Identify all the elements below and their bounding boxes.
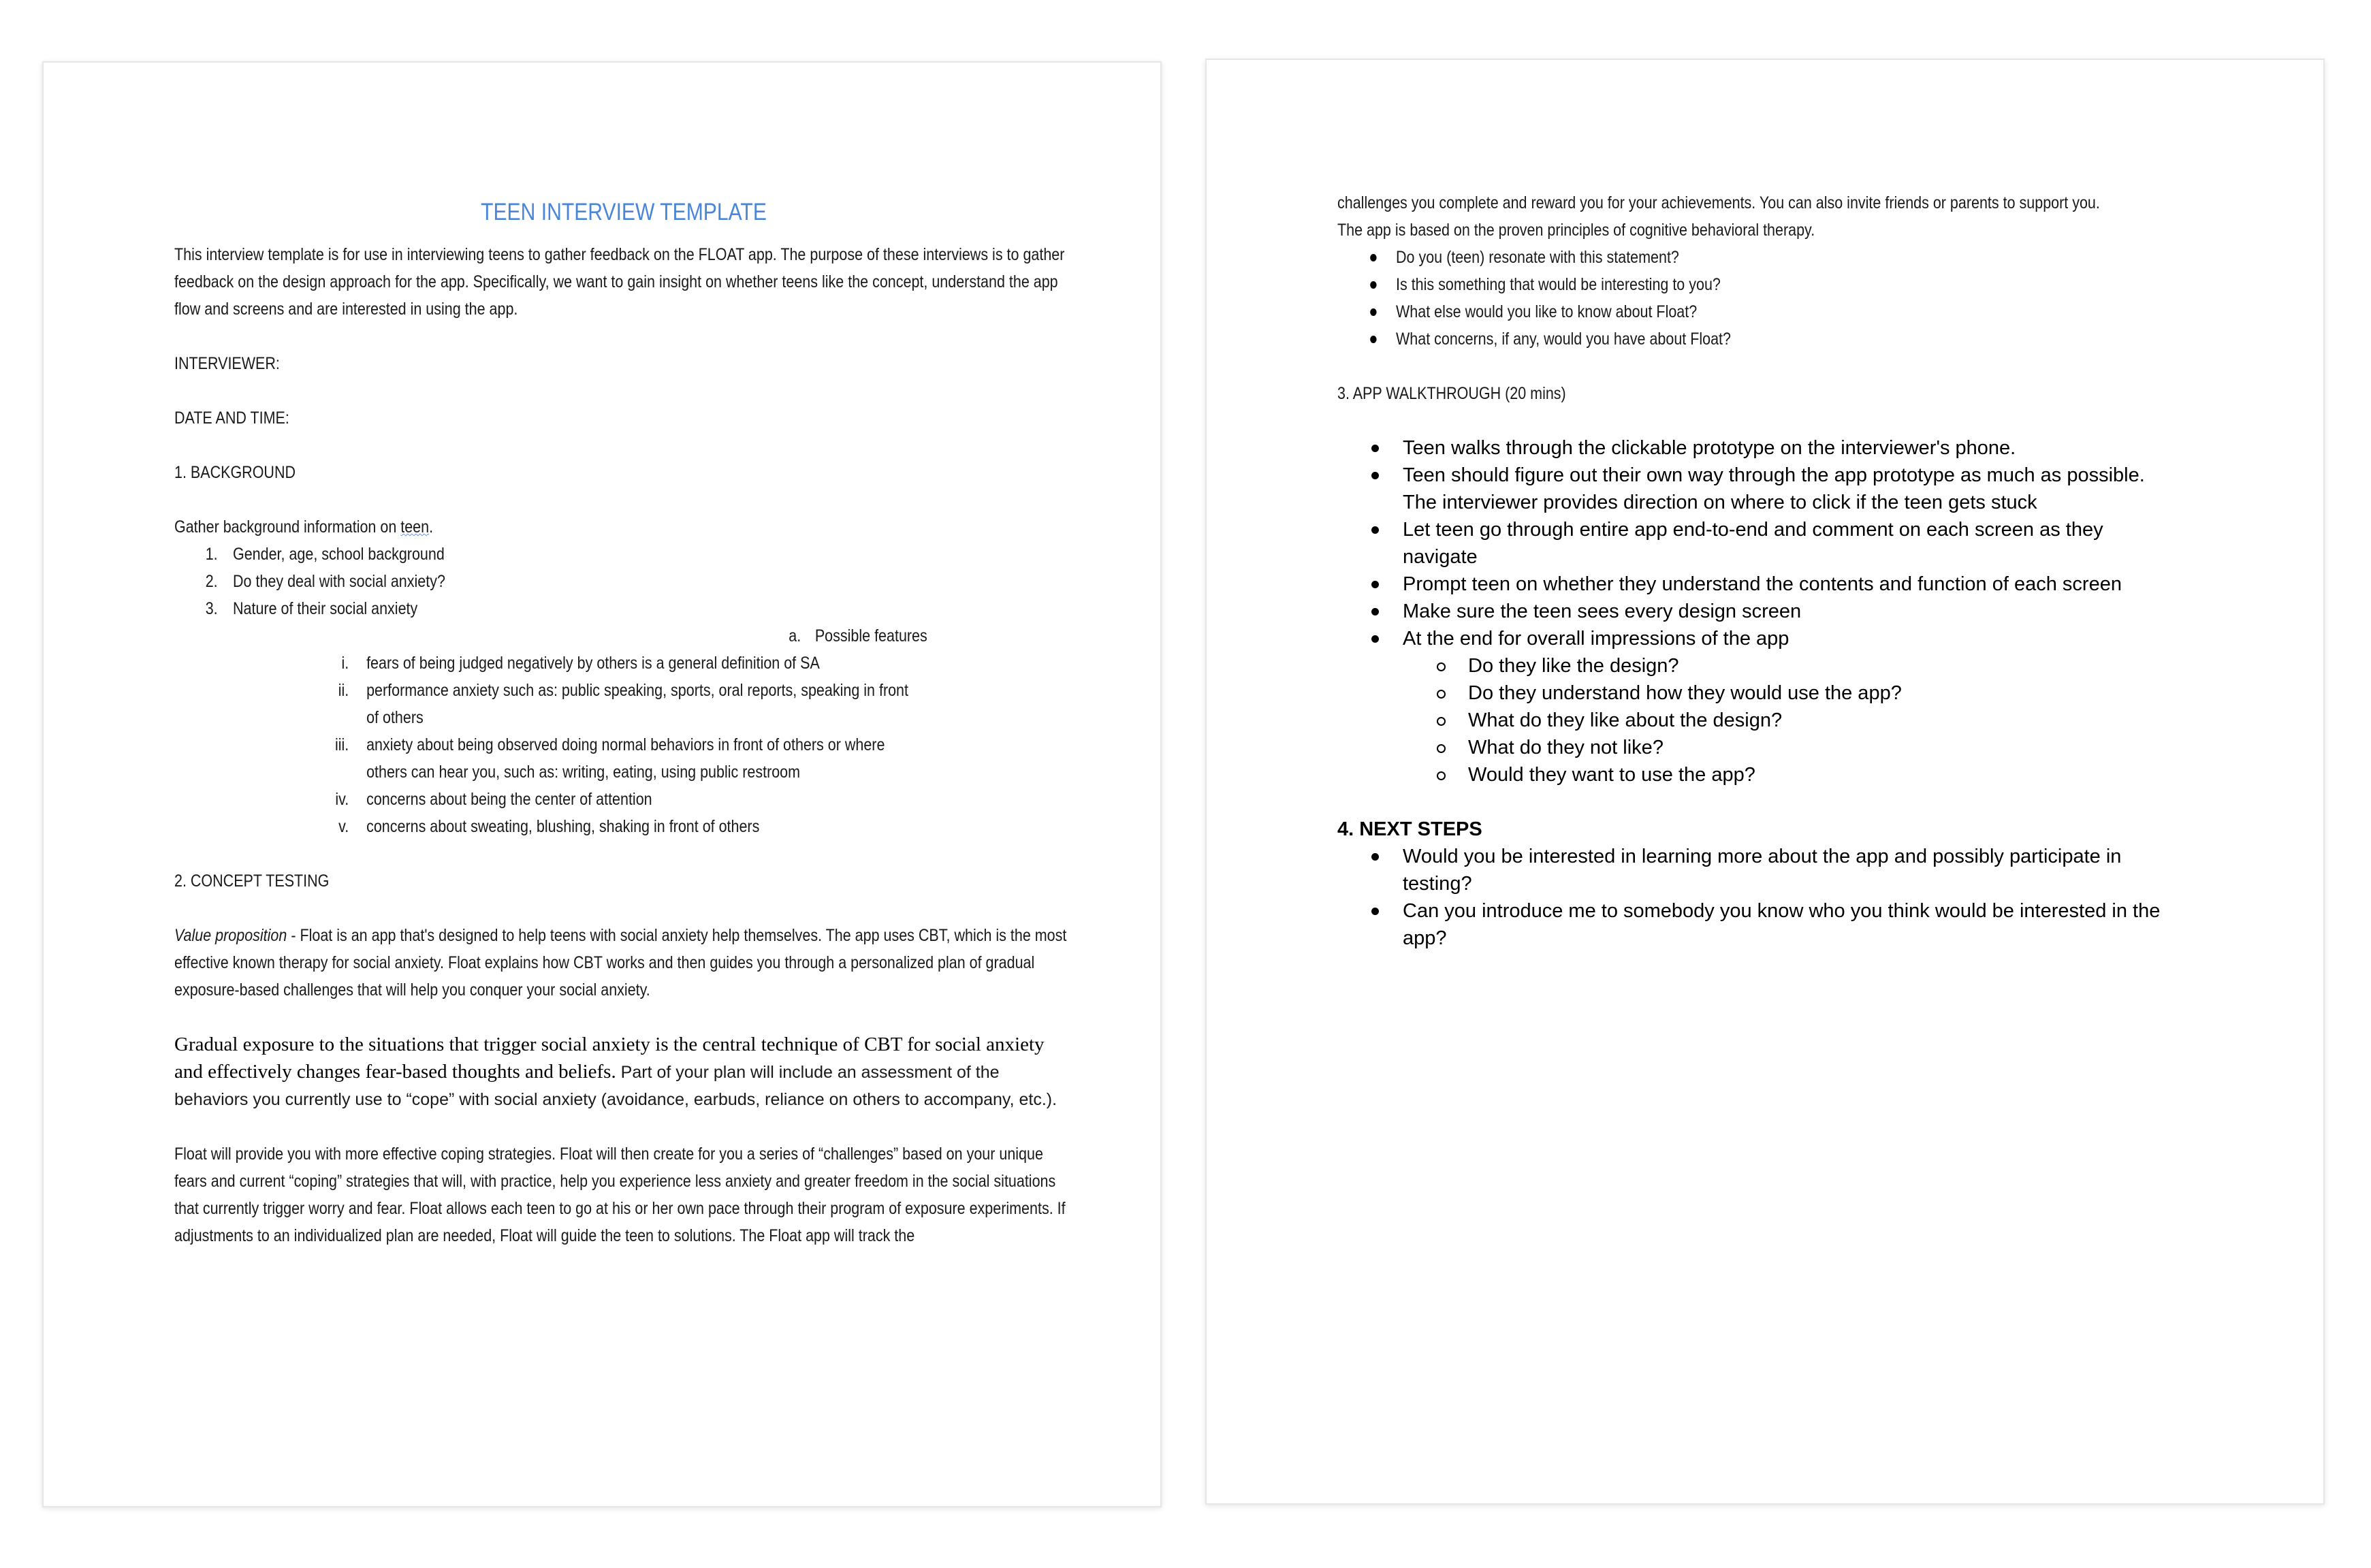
bullet-icon [1371, 908, 1379, 915]
walkthrough-heading: 3. APP WALKTHROUGH (20 mins) [1337, 384, 1566, 403]
list-text: Let teen go through entire app end-to-end and comment on each screen as they [1403, 519, 2103, 541]
list-text: At the end for overall impressions of the app [1403, 628, 1789, 650]
list-item [1337, 625, 2236, 652]
list-text: Teen should figure out their own way through the app prototype as much as possible. [1403, 464, 2145, 486]
list-item [1337, 897, 2236, 925]
list-text: Nature of their social anxiety [233, 599, 418, 618]
impressions-list [1337, 652, 2236, 788]
feature-text: concerns about sweating, blushing, shaking in front of others [366, 817, 760, 836]
bullet-icon [1371, 581, 1379, 588]
feature-item-line [174, 704, 1071, 731]
list-item [1337, 571, 2236, 598]
background-list [174, 541, 1071, 622]
list-text: Would they want to use the app? [1468, 764, 1755, 786]
list-number: a. [789, 626, 801, 645]
next-steps-list [1337, 843, 2236, 952]
feature-text: fears of being judged negatively by others is a general definition of SA [366, 654, 820, 673]
list-item [1337, 271, 2234, 298]
document-page-2 [1205, 59, 2325, 1505]
roman-number: ii. [338, 681, 349, 700]
feature-text: concerns about being the center of attention [366, 790, 652, 809]
feature-text: anxiety about being observed doing normal behaviors in front of others or where [366, 735, 885, 754]
roman-number: i. [341, 654, 349, 673]
page-2-content [1337, 189, 2236, 952]
features-list [174, 650, 1071, 840]
feature-text: others can hear you, such as: writing, eating, using public restroom [366, 763, 801, 782]
background-item [174, 568, 1071, 595]
float-paragraph: Float will provide you with more effective coping strategies. Float will then create for you a series of “challenges” based on your unique fears and current “coping” strategies that will, with practice, help you experience less anxiety and greater freedom in the social situations that currently trigger worry and fear. Float allows each teen to go at his or her own pace through their program of exposure experiments. If adjustments to an individualized plan are needed, Float will guide the teen to solutions. The Float app will track the [174, 1145, 1066, 1245]
list-item [1337, 707, 2236, 734]
cbt-line: The app is based on the proven principles of cognitive behavioral therapy. [1337, 221, 1815, 240]
bullet-icon [1371, 635, 1379, 643]
page-2-narrow-section [1337, 189, 2234, 434]
bullet-icon [1370, 254, 1376, 261]
list-item [1337, 761, 2236, 788]
exposure-serif-text: Gradual exposure to the situations that trigger social anxiety is the central technique of CBT for social anxiety and effectively changes fear-based thoughts and beliefs. [174, 1034, 1045, 1083]
list-item [1337, 925, 2236, 952]
list-item [1337, 516, 2236, 543]
list-item [1337, 434, 2236, 462]
intro-text: This interview template is for use in interviewing teens to gather feedback on the FLOAT app. The purpose of these interviews is to gather feedback on the design approach for the app. Specifically, we want to gain insight on whether teens like the concept, understand the app flow and screens and are interested in using the app. [174, 245, 1065, 319]
bullet-icon [1370, 308, 1376, 316]
hollow-bullet-icon [1437, 744, 1446, 753]
bullet-icon [1371, 608, 1379, 615]
list-text: Teen walks through the clickable prototype on the interviewer's phone. [1403, 437, 2016, 459]
list-item [1337, 298, 2234, 325]
background-intro-end: . [429, 517, 434, 537]
possible-features-item [174, 622, 1071, 650]
concept-question-text: What else would you like to know about Float? [1396, 302, 1698, 321]
bullet-icon [1371, 526, 1379, 534]
list-item [1337, 843, 2236, 870]
document-title: TEEN INTERVIEW TEMPLATE [481, 199, 767, 225]
background-item [174, 595, 1071, 622]
list-item [1337, 244, 2234, 271]
bullet-icon [1371, 472, 1379, 479]
feature-item-line [174, 758, 1071, 786]
list-item [1337, 679, 2236, 707]
list-text: What do they not like? [1468, 737, 1664, 758]
date-time-label[interactable]: DATE AND TIME: [174, 409, 289, 428]
feature-item-line [174, 786, 1071, 813]
list-number: 1. [205, 545, 218, 564]
list-text: Do they deal with social anxiety? [233, 572, 445, 591]
value-proposition-paragraph [174, 922, 1071, 1004]
hollow-bullet-icon [1437, 717, 1446, 726]
concept-heading: 2. CONCEPT TESTING [174, 871, 330, 891]
bullet-icon [1371, 853, 1379, 861]
page-2-normal-section [1337, 434, 2236, 952]
intro-paragraph [174, 241, 1071, 1031]
list-item [1337, 734, 2236, 761]
list-number: 3. [205, 599, 218, 618]
page-1-content [174, 196, 1073, 1249]
concept-question-text: Do you (teen) resonate with this statement? [1396, 248, 1679, 267]
feature-text: of others [366, 708, 424, 727]
list-item [1337, 652, 2236, 679]
continuation-text: challenges you complete and reward you for your achievements. You can also invite friends or parents to support you. [1337, 193, 2100, 212]
feature-item-line [174, 813, 1071, 840]
list-text: Do they like the design? [1468, 655, 1679, 677]
background-heading: 1. BACKGROUND [174, 463, 296, 482]
value-proposition-text: - Float is an app that's designed to help teens with social anxiety help themselves. The app uses CBT, which is the most effective known therapy for social anxiety. Float explains how CBT works and then guides you through a personalized plan of gradual exposure-based challenges that will help you conquer your social anxiety. [174, 926, 1067, 999]
list-text: Possible features [814, 626, 927, 645]
list-text: The interviewer provides direction on where to click if the teen gets stuck [1403, 492, 2037, 513]
bullet-icon [1370, 281, 1376, 289]
roman-number: iv. [335, 790, 349, 809]
list-text: Do they understand how they would use the app? [1468, 682, 1902, 704]
list-item [1337, 543, 2236, 571]
walkthrough-list [1337, 434, 2236, 652]
value-proposition-label: Value proposition [174, 926, 287, 945]
hollow-bullet-icon [1437, 690, 1446, 699]
list-text: Can you introduce me to somebody you know who you think would be interested in the [1403, 900, 2161, 922]
background-intro-text: Gather background information on [174, 517, 401, 537]
list-text: What do they like about the design? [1468, 709, 1783, 731]
list-item [1337, 462, 2236, 489]
list-item [1337, 870, 2236, 897]
feature-item-line [174, 731, 1071, 758]
hollow-bullet-icon [1437, 662, 1446, 671]
next-steps-heading: 4. NEXT STEPS [1337, 818, 1482, 840]
list-item [1337, 325, 2234, 353]
bullet-icon [1371, 445, 1379, 452]
interviewer-label[interactable]: INTERVIEWER: [174, 354, 280, 373]
list-text: app? [1403, 927, 1447, 949]
concept-question-text: Is this something that would be interesting to you? [1396, 275, 1721, 294]
roman-number: iii. [334, 735, 349, 754]
exposure-paragraph [174, 1031, 1073, 1113]
list-text: Would you be interested in learning more about the app and possibly participate in [1403, 846, 2122, 867]
list-text: Prompt teen on whether they understand the contents and function of each screen [1403, 573, 2122, 595]
list-text: navigate [1403, 546, 1478, 568]
background-item [174, 541, 1071, 568]
spellcheck-word[interactable]: teen [400, 517, 430, 537]
feature-text: performance anxiety such as: public speaking, sports, oral reports, speaking in front [366, 681, 908, 700]
hollow-bullet-icon [1437, 771, 1446, 780]
document-page-1 [42, 61, 1162, 1507]
feature-item-line [174, 650, 1071, 677]
list-text: testing? [1403, 873, 1472, 895]
float-paragraph-block [174, 1113, 1071, 1249]
bullet-icon [1370, 336, 1376, 343]
concept-question-text: What concerns, if any, would you have about Float? [1396, 330, 1732, 349]
list-item [1337, 489, 2236, 516]
list-text: Gender, age, school background [233, 545, 445, 564]
list-item [1337, 598, 2236, 625]
list-text: Make sure the teen sees every design screen [1403, 601, 1802, 622]
list-number: 2. [205, 572, 218, 591]
feature-item-line [174, 677, 1071, 704]
concept-questions-list [1337, 244, 2234, 353]
background-intro [174, 513, 1071, 541]
exposure-rest-text: Part of your plan will include an assessment of the behaviors you currently use to “cope” with social anxiety (avoidance, earbuds, reliance on others to accompany, etc.). [174, 1063, 1057, 1109]
roman-number: v. [338, 817, 349, 836]
